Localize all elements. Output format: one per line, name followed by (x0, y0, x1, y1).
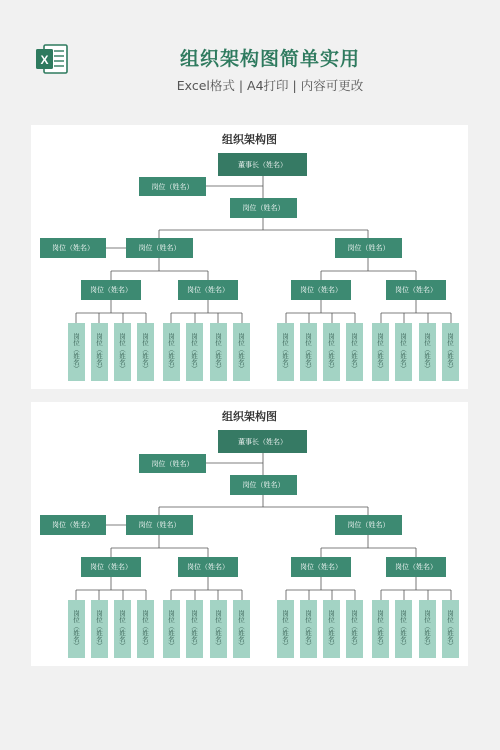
department-box: 岗位（姓名） (291, 280, 351, 300)
staff-box: 岗位（姓名） (442, 600, 459, 658)
staff-box: 岗位（姓名） (395, 323, 412, 381)
right-division-box: 岗位（姓名） (335, 515, 402, 535)
department-box: 岗位（姓名） (81, 557, 141, 577)
department-box: 岗位（姓名） (178, 557, 238, 577)
staff-box: 岗位（姓名） (323, 600, 340, 658)
staff-box: 岗位（姓名） (346, 323, 363, 381)
side-post-box: 岗位（姓名） (40, 238, 106, 258)
staff-box: 岗位（姓名） (372, 323, 389, 381)
staff-box: 岗位（姓名） (91, 600, 108, 658)
staff-box: 岗位（姓名） (395, 600, 412, 658)
side-post-box: 岗位（姓名） (40, 515, 106, 535)
chart-title: 组织架构图 (222, 410, 277, 423)
page-subtitle: Excel格式 | A4打印 | 内容可更改 (176, 78, 364, 93)
staff-box: 岗位（姓名） (277, 600, 294, 658)
staff-box: 岗位（姓名） (419, 600, 436, 658)
department-box: 岗位（姓名） (81, 280, 141, 300)
staff-box: 岗位（姓名） (277, 323, 294, 381)
staff-box: 岗位（姓名） (186, 600, 203, 658)
general-manager-box: 岗位（姓名） (230, 198, 297, 218)
left-division-box: 岗位（姓名） (126, 515, 193, 535)
department-box: 岗位（姓名） (386, 280, 446, 300)
staff-box: 岗位（姓名） (114, 600, 131, 658)
page-title: 组织架构图简单实用 (179, 48, 360, 70)
staff-box: 岗位（姓名） (114, 323, 131, 381)
staff-box: 岗位（姓名） (300, 600, 317, 658)
staff-box: 岗位（姓名） (137, 323, 154, 381)
staff-box: 岗位（姓名） (300, 323, 317, 381)
staff-box: 岗位（姓名） (372, 600, 389, 658)
staff-box: 岗位（姓名） (68, 600, 85, 658)
staff-box: 岗位（姓名） (137, 600, 154, 658)
staff-box: 岗位（姓名） (91, 323, 108, 381)
staff-box: 岗位（姓名） (442, 323, 459, 381)
staff-box: 岗位（姓名） (419, 323, 436, 381)
staff-box: 岗位（姓名） (163, 600, 180, 658)
staff-box: 岗位（姓名） (210, 323, 227, 381)
department-box: 岗位（姓名） (386, 557, 446, 577)
excel-icon-letter: X (40, 53, 49, 67)
chart-title: 组织架构图 (222, 133, 277, 146)
staff-box: 岗位（姓名） (346, 600, 363, 658)
department-box: 岗位（姓名） (291, 557, 351, 577)
assistant-box: 岗位（姓名） (139, 454, 206, 473)
staff-box: 岗位（姓名） (233, 323, 250, 381)
staff-box: 岗位（姓名） (186, 323, 203, 381)
chairman-box: 董事长（姓名） (218, 430, 307, 453)
department-box: 岗位（姓名） (178, 280, 238, 300)
staff-box: 岗位（姓名） (68, 323, 85, 381)
right-division-box: 岗位（姓名） (335, 238, 402, 258)
org-chart-card-2 (31, 402, 468, 666)
general-manager-box: 岗位（姓名） (230, 475, 297, 495)
left-division-box: 岗位（姓名） (126, 238, 193, 258)
assistant-box: 岗位（姓名） (139, 177, 206, 196)
staff-box: 岗位（姓名） (163, 323, 180, 381)
org-chart-card-1 (31, 125, 468, 389)
staff-box: 岗位（姓名） (233, 600, 250, 658)
chairman-box: 董事长（姓名） (218, 153, 307, 176)
staff-box: 岗位（姓名） (210, 600, 227, 658)
staff-box: 岗位（姓名） (323, 323, 340, 381)
